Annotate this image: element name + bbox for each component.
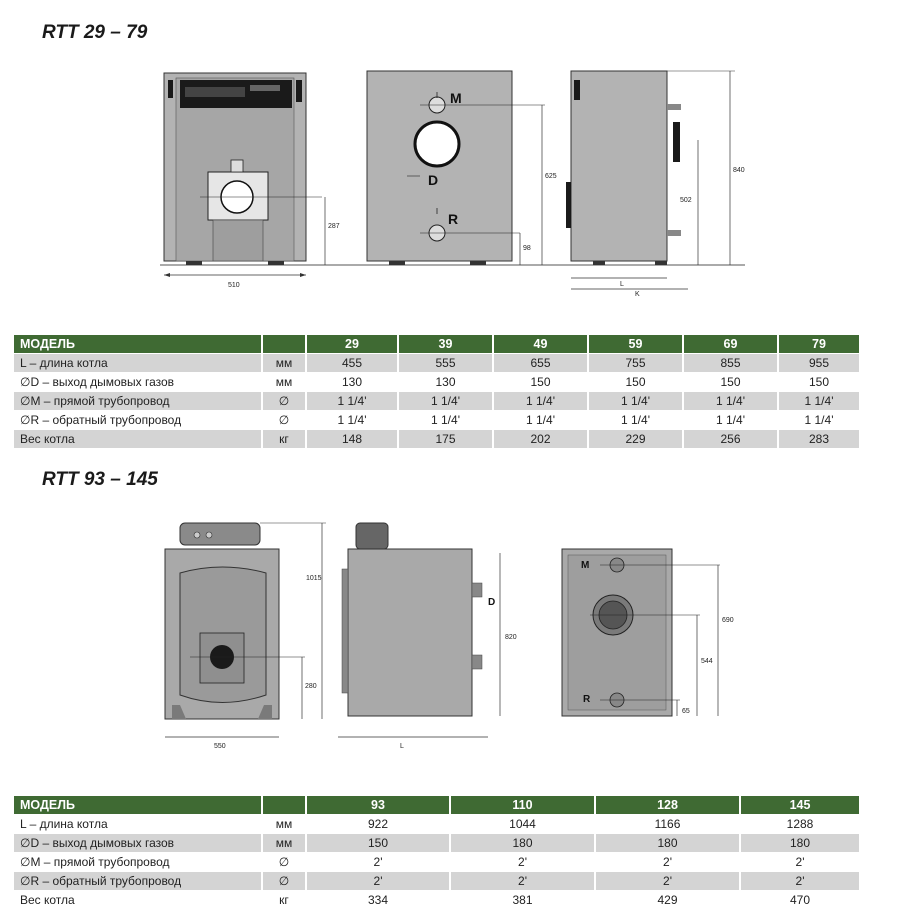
dim-l-2: L: [400, 743, 404, 750]
row-unit: мм: [262, 815, 306, 834]
label-d-1: D: [428, 172, 439, 188]
table-header: [14, 796, 860, 815]
table-cell: 229: [588, 430, 683, 449]
header-col: 59: [588, 335, 683, 354]
table-cell: 1044: [450, 815, 595, 834]
table-cell: 283: [778, 430, 860, 449]
rear-view-2: [562, 549, 734, 716]
table-cell: 1 1/4': [683, 392, 778, 411]
table-cell: 1 1/4': [588, 392, 683, 411]
table-cell: 2': [595, 872, 740, 891]
header-col: 128: [595, 796, 740, 815]
table-cell: 180: [450, 834, 595, 853]
dim-height-1: 840: [733, 167, 745, 174]
table-cell: 150: [778, 373, 860, 392]
dim-burner-height-1: 287: [328, 223, 340, 230]
table-row: [14, 411, 860, 430]
row-unit: ∅: [262, 872, 306, 891]
table-cell: 150: [493, 373, 588, 392]
table-row: [14, 354, 860, 373]
table-cell: 1 1/4': [493, 411, 588, 430]
table-cell: 1 1/4': [306, 411, 398, 430]
header-unit: [262, 796, 306, 815]
dim-k-1: K: [635, 291, 640, 298]
row-unit: мм: [262, 373, 306, 392]
header-col: 69: [683, 335, 778, 354]
table-cell: 1 1/4': [778, 392, 860, 411]
table-row: [14, 891, 860, 910]
table-cell: 150: [306, 834, 450, 853]
front-view-1: [164, 73, 340, 289]
header-model: МОДЕЛЬ: [14, 796, 262, 815]
row-label: ∅R – обратный трубопровод: [14, 411, 262, 430]
table-row: [14, 392, 860, 411]
table-cell: 150: [588, 373, 683, 392]
table-row: [14, 373, 860, 392]
rear-view-1: [367, 71, 557, 265]
dim-return-height-2: 65: [682, 708, 690, 715]
drawing-rtt-93-145: [0, 505, 900, 755]
table-cell: 1 1/4': [306, 392, 398, 411]
side-view-1: [566, 71, 745, 298]
dim-depth-inner-1: 502: [680, 197, 692, 204]
label-m-1: M: [450, 90, 462, 106]
row-label: ∅D – выход дымовых газов: [14, 373, 262, 392]
row-unit: мм: [262, 834, 306, 853]
table-cell: 1288: [740, 815, 860, 834]
section-title-rtt-93-145: RTT 93 – 145: [42, 469, 158, 490]
section-title-rtt-29-79: RTT 29 – 79: [42, 22, 148, 43]
table-cell: 555: [398, 354, 493, 373]
table-cell: 180: [740, 834, 860, 853]
table-cell: 455: [306, 354, 398, 373]
dim-width-2: 550: [214, 743, 226, 750]
header-col: 49: [493, 335, 588, 354]
table-row: [14, 815, 860, 834]
table-row: [14, 834, 860, 853]
table-cell: 381: [450, 891, 595, 910]
row-label: ∅R – обратный трубопровод: [14, 872, 262, 891]
row-label: ∅D – выход дымовых газов: [14, 834, 262, 853]
table-cell: 1 1/4': [398, 392, 493, 411]
table-cell: 755: [588, 354, 683, 373]
spec-table-rtt-29-79: [14, 335, 861, 449]
row-unit: ∅: [262, 411, 306, 430]
label-r-2: R: [583, 694, 591, 705]
table-cell: 2': [306, 872, 450, 891]
table-row: [14, 430, 860, 449]
table-cell: 202: [493, 430, 588, 449]
table-cell: 922: [306, 815, 450, 834]
dim-l-1: L: [620, 281, 624, 288]
label-d-2: D: [488, 597, 496, 608]
header-col: 110: [450, 796, 595, 815]
dim-depth-2: 820: [505, 634, 517, 641]
dim-flow-height-2: 690: [722, 617, 734, 624]
table-cell: 180: [595, 834, 740, 853]
dim-flow-height-1: 625: [545, 173, 557, 180]
table-cell: 2': [450, 872, 595, 891]
table-cell: 2': [450, 853, 595, 872]
label-r-1: R: [448, 211, 459, 227]
table-cell: 2': [740, 853, 860, 872]
row-label: Вес котла: [14, 430, 262, 449]
table-cell: 855: [683, 354, 778, 373]
row-unit: кг: [262, 430, 306, 449]
table-cell: 2': [740, 872, 860, 891]
label-m-2: M: [581, 560, 590, 571]
dim-burner-height-2: 280: [305, 683, 317, 690]
dim-return-height-1: 98: [523, 245, 531, 252]
dim-width-1: 510: [228, 282, 240, 289]
header-unit: [262, 335, 306, 354]
header-col: 79: [778, 335, 860, 354]
table-cell: 470: [740, 891, 860, 910]
header-col: 29: [306, 335, 398, 354]
row-unit: мм: [262, 354, 306, 373]
drawing-rtt-29-79: [0, 0, 900, 310]
table-header: [14, 335, 860, 354]
table-cell: 1 1/4': [778, 411, 860, 430]
table-cell: 175: [398, 430, 493, 449]
table-row: [14, 872, 860, 891]
table-cell: 130: [398, 373, 493, 392]
header-col: 145: [740, 796, 860, 815]
row-unit: ∅: [262, 392, 306, 411]
table-cell: 1166: [595, 815, 740, 834]
table-cell: 2': [306, 853, 450, 872]
header-col: 93: [306, 796, 450, 815]
table-cell: 148: [306, 430, 398, 449]
spec-table-rtt-93-145: [14, 796, 861, 910]
table-row: [14, 853, 860, 872]
row-label: ∅M – прямой трубопровод: [14, 853, 262, 872]
row-label: L – длина котла: [14, 815, 262, 834]
row-label: L – длина котла: [14, 354, 262, 373]
table-cell: 1 1/4': [398, 411, 493, 430]
table-cell: 334: [306, 891, 450, 910]
front-view-2: [165, 523, 326, 750]
table-cell: 256: [683, 430, 778, 449]
table-cell: 130: [306, 373, 398, 392]
table-cell: 150: [683, 373, 778, 392]
table-cell: 1 1/4': [588, 411, 683, 430]
table-cell: 2': [595, 853, 740, 872]
row-unit: кг: [262, 891, 306, 910]
side-view-2: [338, 523, 517, 750]
dim-mid-height-2: 544: [701, 658, 713, 665]
table-cell: 955: [778, 354, 860, 373]
table-cell: 429: [595, 891, 740, 910]
row-label: ∅M – прямой трубопровод: [14, 392, 262, 411]
row-unit: ∅: [262, 853, 306, 872]
row-label: Вес котла: [14, 891, 262, 910]
table-cell: 1 1/4': [683, 411, 778, 430]
table-cell: 655: [493, 354, 588, 373]
table-cell: 1 1/4': [493, 392, 588, 411]
header-model: МОДЕЛЬ: [14, 335, 262, 354]
header-col: 39: [398, 335, 493, 354]
dim-height-2: 1015: [306, 575, 322, 582]
